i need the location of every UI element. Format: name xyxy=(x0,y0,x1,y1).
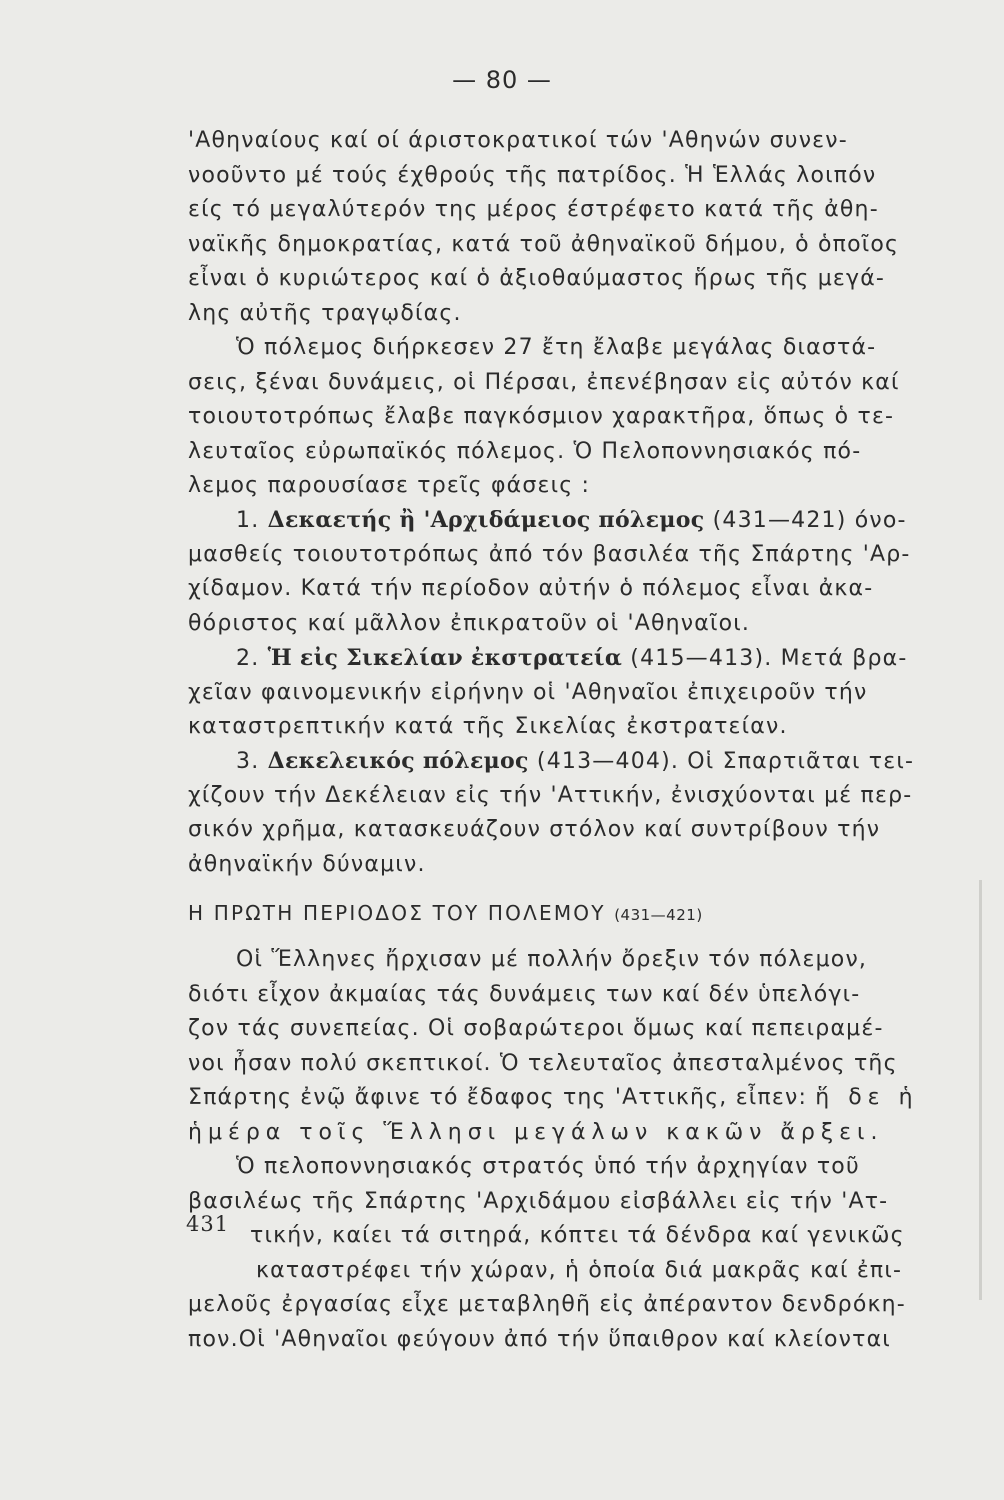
phase-heading-line xyxy=(188,641,933,676)
text-line: μελοῦς ἐργασίας εἶχε μεταβληθῆ εἰς ἀπέραντον δενδρόκη- xyxy=(188,1292,906,1317)
paragraph-war-start xyxy=(188,943,933,1150)
text-line xyxy=(188,1081,933,1116)
paragraph-invasion xyxy=(188,1150,933,1357)
text-line: λεμος παρουσίασε τρεῖς φάσεις : xyxy=(188,473,591,498)
text-fragment: Σπάρτης ἐνῷ ἄφινε τό ἔδαφος της 'Αττικῆς, εἶπεν: xyxy=(188,1085,808,1110)
spaced-quote: ἥ δε ἡ xyxy=(815,1085,919,1110)
phase-number: 3. xyxy=(236,749,260,774)
phase-heading-line xyxy=(188,503,933,538)
page-number: — 80 — xyxy=(452,66,552,94)
phase-title: Δεκελεικός πόλεμος xyxy=(267,748,529,774)
text-line: τικήν, καίει τά σιτηρά, κόπτει τά δένδρα καί γενικῶς xyxy=(250,1223,905,1248)
text-line: νοοῦντο μέ τούς έχθρούς τῆς πατρίδος. Ἡ Ἑλλάς λοιπόν xyxy=(188,162,877,188)
phase-years: (415—413). Μετά βρα- xyxy=(630,646,908,671)
text-line: καταστρέφει τήν χώραν, ἡ ὁποία διά μακρᾶς καί ἐπι- xyxy=(256,1257,903,1283)
paragraph-intro xyxy=(188,124,933,331)
phase-title: Δεκαετής ἢ 'Αρχιδάμειος πόλεμος xyxy=(267,507,705,533)
text-line: βασιλέως τῆς Σπάρτης 'Αρχιδάμου εἰσβάλλει εἰς τήν 'Ατ- xyxy=(188,1188,889,1214)
page-edge-shadow xyxy=(979,880,982,1300)
section-heading xyxy=(188,896,933,931)
phase-number: 1. xyxy=(236,508,260,533)
text-line: Ὁ πόλεμος διήρκεσεν 27 ἔτη ἔλαβε μεγάλας διαστά- xyxy=(236,335,877,360)
text-line: Ὁ πελοποννησιακός στρατός ὑπό τήν ἀρχηγίαν τοῦ xyxy=(236,1154,860,1179)
text-line: σεις, ξέναι δυνάμεις, οἱ Πέρσαι, ἐπενέβησαν εἰς αὐτόν καί xyxy=(188,369,900,395)
phase-title: Ἡ εἰς Σικελίαν ἐκστρατεία xyxy=(267,645,623,671)
section-title xyxy=(188,896,933,931)
text-line: χεῖαν φαινομενικήν εἰρήνην οἱ 'Αθηναῖοι ἐπιχειροῦν τήν xyxy=(188,679,868,705)
phase-years: (413—404). Οἱ Σπαρτιᾶται τει- xyxy=(536,749,915,774)
text-line: πον.Οἱ 'Αθηναῖοι φεύγουν ἀπό τήν ὕπαιθρον καί κλείονται xyxy=(188,1326,891,1352)
text-line: ζον τάς συνεπείας. Οἱ σοβαρώτεροι ὅμως καί πεπειραμέ- xyxy=(188,1016,884,1041)
text-line: εἶναι ὁ κυριώτερος καί ὁ ἀξιοθαύμαστος ἥρως τῆς μεγά- xyxy=(188,266,886,291)
text-line: μασθείς τοιουτοτρόπως ἀπό τόν βασιλέα τῆς Σπάρτης 'Αρ- xyxy=(188,541,911,567)
text-line: ναϊκῆς δημοκρατίας, κατά τοῦ ἀθηναϊκοῦ δήμου, ὁ ὁποῖος xyxy=(188,231,900,257)
text-line: νοι ἦσαν πολύ σκεπτικοί. Ὁ τελευταῖος ἀπεσταλμένος τῆς xyxy=(188,1050,898,1076)
text-line: 'Αθηναίους καί οί άριστοκρατικοί τών 'Αθηνών συνεν- xyxy=(188,128,848,153)
text-line: χίζουν τήν Δεκέλειαν εἰς τήν 'Αττικήν, ἐνισχύονται μέ περ- xyxy=(188,782,913,808)
phase-1-paragraph xyxy=(188,503,933,641)
text-line: τοιουτοτρόπως ἔλαβε παγκόσμιον χαρακτῆρα, ὅπως ὁ τε- xyxy=(188,404,895,429)
text-line: λης αὐτῆς τραγῳδίας. xyxy=(188,300,462,326)
phase-3-paragraph xyxy=(188,744,933,882)
spaced-quote: ἡμέρα τοῖς Ἕλλησι μεγάλων κακῶν ἄρξει. xyxy=(188,1119,884,1145)
text-line: διότι εἶχον ἀκμαίας τάς δυνάμεις των καί δέν ὑπελόγι- xyxy=(188,981,861,1007)
text-line: θόριστος καί μᾶλλον ἐπικρατοῦν οἱ 'Αθηναῖοι. xyxy=(188,610,751,636)
margin-year-note: 431 xyxy=(186,1212,230,1236)
text-line: είς τό μεγαλύτερόν της μέρος έστρέφετο κατά τῆς ἀθη- xyxy=(188,197,879,222)
text-line: Οἱ Ἕλληνες ἤρχισαν μέ πολλήν ὄρεξιν τόν πόλεμον, xyxy=(236,947,868,972)
text-line: ἀθηναϊκήν δύναμιν. xyxy=(188,851,426,877)
paragraph-war-duration xyxy=(188,331,933,504)
text-line: χίδαμον. Κατά τήν περίοδον αὐτήν ὁ πόλεμος εἶναι ἀκα- xyxy=(188,576,874,601)
text-line: σικόν χρῆμα, κατασκευάζουν στόλον καί συντρίβουν τήν xyxy=(188,817,881,842)
phase-2-paragraph xyxy=(188,641,933,745)
text-line: καταστρεπτικήν κατά τῆς Σικελίας ἐκστρατείαν. xyxy=(188,714,788,739)
section-years: (431—421) xyxy=(614,906,703,924)
section-title-text: Η ΠΡΩΤΗ ΠΕΡΙΟΔΟΣ ΤΟΥ ΠΟΛΕΜΟΥ xyxy=(188,901,606,925)
phase-years: (431—421) όνο- xyxy=(712,508,907,533)
text-line: λευταῖος εὐρωπαϊκός πόλεμος. Ὁ Πελοποννησιακός πό- xyxy=(188,438,862,464)
phase-number: 2. xyxy=(236,646,260,671)
phase-heading-line xyxy=(188,744,933,779)
